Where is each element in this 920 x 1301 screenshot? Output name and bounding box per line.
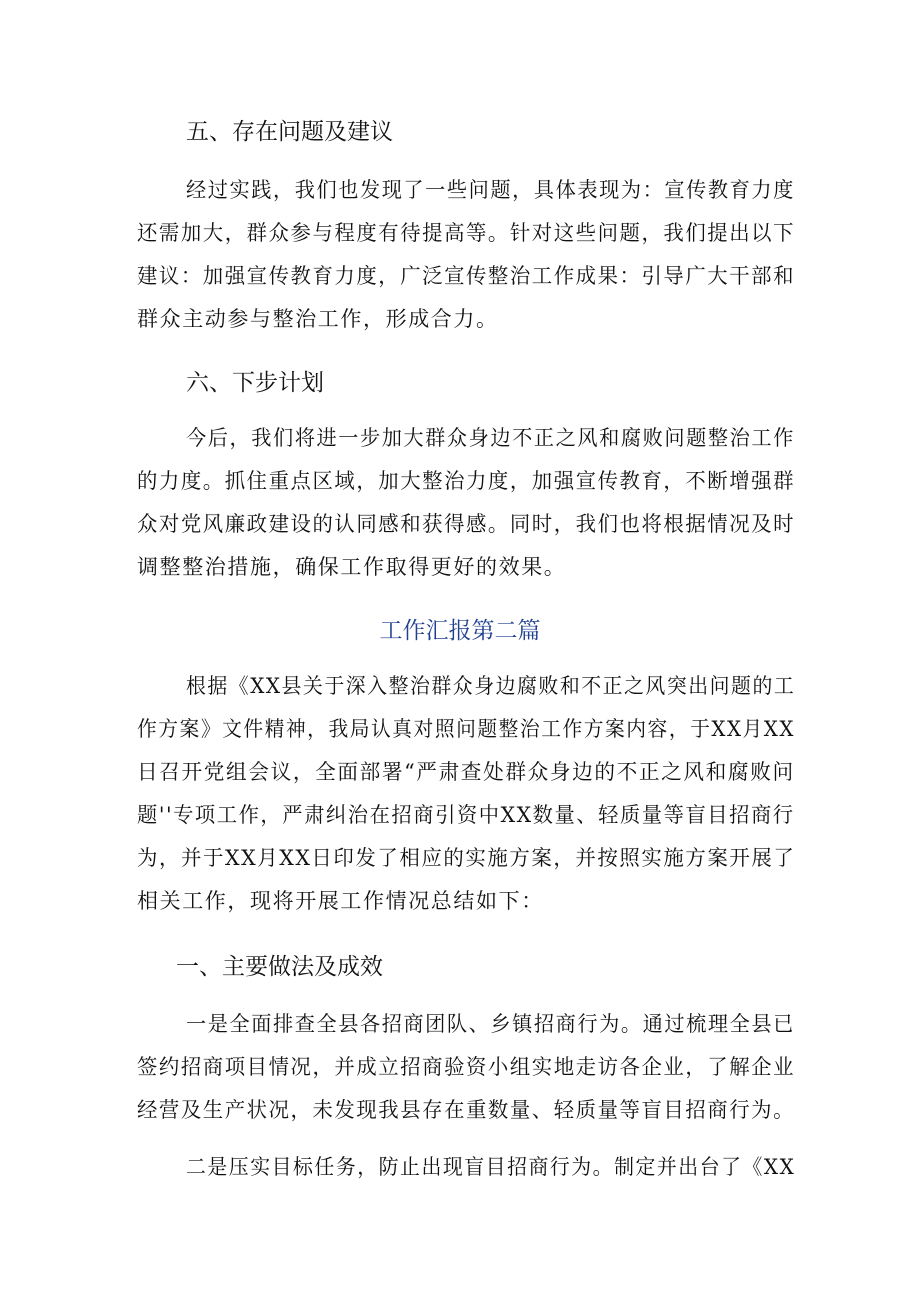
paragraph-line: 众对党风廉政建设的认同感和获得感。同时，我们也将根据情况及时 [137,512,795,536]
paragraph-line: 相关工作，现将开展工作情况总结如下： [137,889,544,913]
paragraph-line: 的力度。抓住重点区域，加大整治力度，加强宣传教育，不断增强群 [137,469,795,493]
paragraph-line: 群众主动参与整治工作，形成合力。 [137,307,499,331]
section-5-heading: 五、存在问题及建议 [186,119,393,145]
paragraph-line: 经营及生产状况，未发现我县存在重数量、轻质量等盲目招商行为。 [137,1098,795,1122]
section-1-heading: 一、主要做法及成效 [176,954,383,980]
paragraph-line: 题''专项工作，严肃纠治在招商引资中XX数量、轻质量等盲目招商行 [137,803,795,827]
paragraph-line: 日召开党组会议，全面部署“严肃查处群众身边的不正之风和腐败问 [137,760,795,784]
paragraph-line: 为，并于XX月XX日印发了相应的实施方案，并按照实施方案开展了 [137,846,796,870]
paragraph-line: 还需加大，群众参与程度有待提高等。针对这些问题，我们提出以下 [137,221,795,245]
paragraph-line: 二是压实目标任务，防止出现盲目招商行为。制定并出台了《XX [186,1155,796,1179]
report-2-title: 工作汇报第二篇 [379,618,541,644]
paragraph-line: 今后，我们将进一步加大群众身边不正之风和腐败问题整治工作 [186,426,795,450]
paragraph-line: 根据《XX县关于深入整治群众身边腐败和不正之风突出问题的工 [186,674,796,698]
paragraph-line: 经过实践，我们也发现了一些问题，具体表现为：宣传教育力度 [186,178,795,202]
paragraph-line: 签约招商项目情况，并成立招商验资小组实地走访各企业，了解企业 [137,1055,795,1079]
paragraph-line: 作方案》文件精神，我局认真对照问题整治工作方案内容，于XX月XX [137,717,795,741]
section-6-heading: 六、下步计划 [186,370,324,396]
paragraph-line: 调整整治措施，确保工作取得更好的效果。 [137,555,567,579]
paragraph-line: 一是全面排查全县各招商团队、乡镇招商行为。通过梳理全县已 [186,1012,795,1036]
paragraph-line: 建议：加强宣传教育力度，广泛宣传整治工作成果：引导广大干部和 [137,264,795,288]
